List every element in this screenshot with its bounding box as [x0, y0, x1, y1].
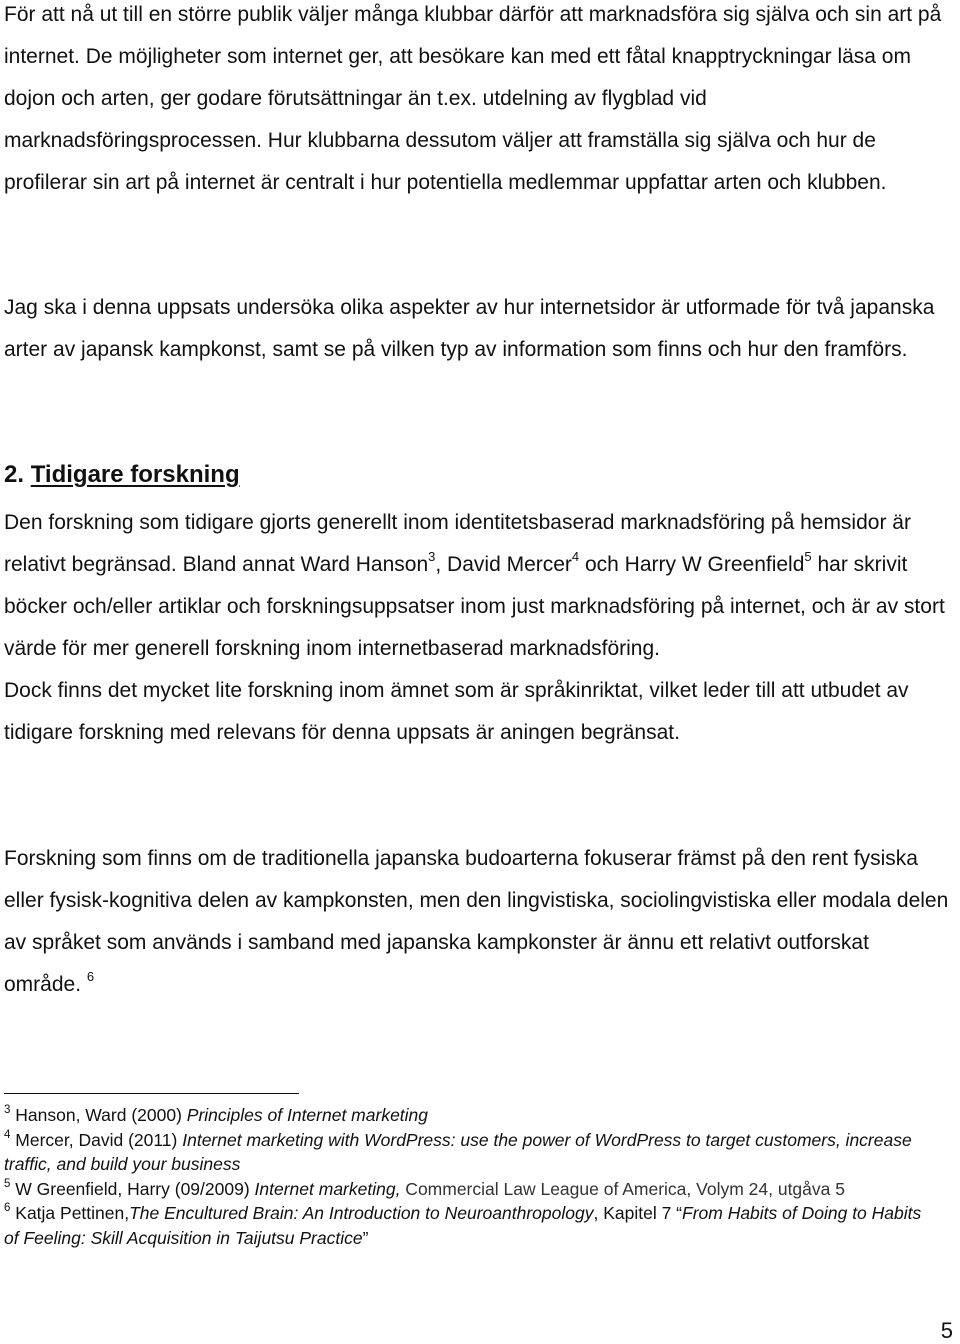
footnote-chapter: , Kapitel 7 “ — [593, 1203, 682, 1223]
footnote-number: 6 — [4, 1202, 11, 1215]
footnote-ref-6: 6 — [86, 969, 95, 984]
footnote-author: W Greenfield, Harry (09/2009) — [10, 1178, 255, 1199]
footnote-author: Mercer, David (2011) — [10, 1129, 183, 1150]
paragraph-text: och Harry W Greenfield — [579, 553, 805, 576]
body-paragraph-2: Jag ska i denna uppsats undersöka olika aspekter av hur internetsidor är utformade för två japanska arter av japansk kampkonst, samt se på vilken typ av information som finns och hur den framförs. — [4, 296, 935, 361]
body-paragraph-3 — [4, 502, 950, 754]
footnote-author: Katja Pettinen, — [10, 1203, 130, 1223]
footnote-ref-3: 3 — [428, 549, 436, 564]
paragraph-text: , David Mercer — [435, 553, 572, 576]
footnotes — [4, 1103, 940, 1250]
paragraph-text: har skrivit böcker och/eller artiklar och forskningsuppsatser inom just marknadsföring på internet, och är av stort värde för mer generell forskning inom internetbaserad marknadsföring. — [4, 553, 945, 660]
footnote-title: Principles of Internet marketing — [186, 1105, 429, 1125]
paragraph-text: Den forskning som tidigare gjorts generellt inom identitetsbaserad marknadsföring på hemsidor är relativt begränsad. Bland annat Ward Hanson — [4, 511, 911, 576]
footnote-author: Hanson, Ward (2000) — [10, 1105, 187, 1125]
footnote-5 — [4, 1177, 940, 1202]
footnote-number: 5 — [4, 1177, 11, 1190]
section-number: 2. — [4, 461, 25, 488]
section-heading — [4, 454, 240, 496]
footnote-quote-end: ” — [362, 1227, 369, 1248]
footnote-publisher: Commercial Law League of America, Volym 24, utgåva 5 — [400, 1178, 845, 1199]
page-number: 5 — [940, 1318, 953, 1343]
footnote-chapter-title: From Habits of Doing to Habits of Feeling: Skill Acquisition in Taijutsu Practice — [4, 1203, 922, 1248]
footnote-4 — [4, 1128, 940, 1177]
footnote-title: The Encultured Brain: An Introduction to Neuroanthropology — [129, 1203, 594, 1223]
footnote-3 — [4, 1103, 940, 1128]
footnote-ref-4: 4 — [571, 549, 580, 564]
footnote-title: Internet marketing with WordPress: use the power of WordPress to target customers, increase traffic, and build your business — [4, 1129, 912, 1174]
footnote-divider — [4, 1093, 299, 1094]
paragraph-text: Dock finns det mycket lite forskning inom ämnet som är språkinriktat, vilket leder till att utbudet av tidigare forskning med relevans för denna uppsats är aningen begränsat. — [4, 679, 909, 744]
body-paragraph-4 — [4, 838, 950, 1006]
footnote-6 — [4, 1201, 940, 1250]
footnote-title: Internet marketing, — [254, 1178, 401, 1199]
footnote-number: 4 — [4, 1128, 11, 1141]
section-title: Tidigare forskning — [30, 461, 240, 488]
footnote-ref-5: 5 — [804, 549, 812, 564]
body-paragraph-1: För att nå ut till en större publik väljer många klubbar därför att marknadsföra sig själva och sin art på internet. De möjligheter som internet ger, att besökare kan med ett fåtal knapptryckningar läsa om dojon och arten, ger godare förutsättningar än t.ex. utdelning av flygblad vid marknadsföringsprocessen. Hur klubbarna dessutom väljer att framställa sig själva och hur de profilerar sin art på internet är centralt i hur potentiella medlemmar uppfattar arten och klubben. — [4, 3, 942, 194]
paragraph-text: Forskning som finns om de traditionella japanska budoarterna fokuserar främst på den rent fysiska eller fysisk-kognitiva delen av kampkonsten, men den lingvistiska, sociolingvistiska eller modala delen av språket som används i samband med japanska kampkonster är ännu ett relativt outforskat område. — [4, 847, 949, 996]
footnote-number: 3 — [4, 1104, 11, 1117]
